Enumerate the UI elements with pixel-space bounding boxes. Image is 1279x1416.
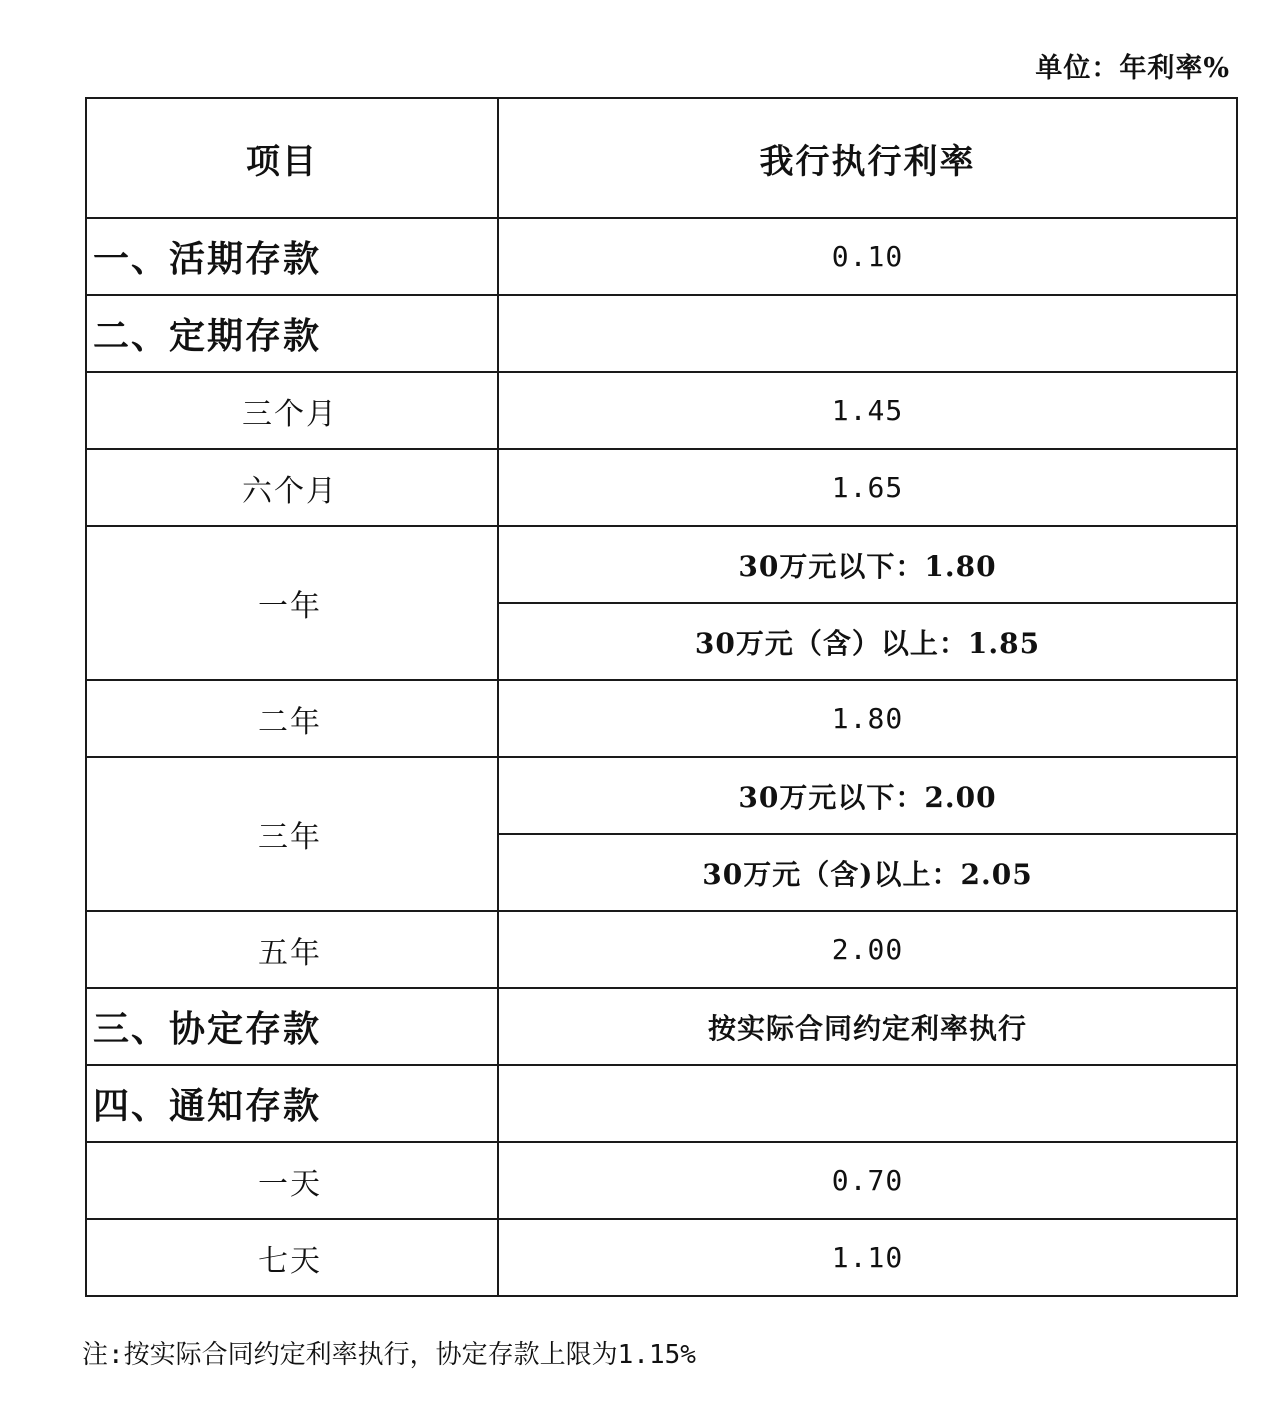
rate-notice-empty xyxy=(498,1065,1237,1142)
rate-1y-above: 30万元（含）以上：1.85 xyxy=(498,603,1237,680)
header-rate: 我行执行利率 xyxy=(498,98,1237,218)
row-label-3y: 三年 xyxy=(86,757,498,911)
rate-6m: 1.65 xyxy=(498,449,1237,526)
row-label-current: 一、活期存款 xyxy=(86,218,498,295)
rate-current: 0.10 xyxy=(498,218,1237,295)
rate-7d: 1.10 xyxy=(498,1219,1237,1296)
table-row xyxy=(86,1065,1237,1142)
table-header-row xyxy=(86,98,1237,218)
rate-3y-below: 30万元以下：2.00 xyxy=(498,757,1237,834)
table-row xyxy=(86,680,1237,757)
table-row xyxy=(86,1219,1237,1296)
unit-label: 单位：年利率% xyxy=(1035,53,1230,84)
header-item: 项目 xyxy=(86,98,498,218)
rate-fixed-empty xyxy=(498,295,1237,372)
table-row xyxy=(86,1142,1237,1219)
rate-1d: 0.70 xyxy=(498,1142,1237,1219)
row-label-agreement: 三、协定存款 xyxy=(86,988,498,1065)
rate-agreement: 按实际合同约定利率执行 xyxy=(498,988,1237,1065)
table-row xyxy=(86,757,1237,834)
rate-2y: 1.80 xyxy=(498,680,1237,757)
row-label-5y: 五年 xyxy=(86,911,498,988)
rate-5y: 2.00 xyxy=(498,911,1237,988)
row-label-1y: 一年 xyxy=(86,526,498,680)
row-label-notice: 四、通知存款 xyxy=(86,1065,498,1142)
table-row xyxy=(86,988,1237,1065)
table-row xyxy=(86,295,1237,372)
rate-3m: 1.45 xyxy=(498,372,1237,449)
row-label-1d: 一天 xyxy=(86,1142,498,1219)
row-label-2y: 二年 xyxy=(86,680,498,757)
row-label-6m: 六个月 xyxy=(86,449,498,526)
rate-1y-below: 30万元以下：1.80 xyxy=(498,526,1237,603)
table-row xyxy=(86,372,1237,449)
table-row xyxy=(86,218,1237,295)
rate-3y-above: 30万元（含)以上：2.05 xyxy=(498,834,1237,911)
table-row xyxy=(86,911,1237,988)
row-label-fixed: 二、定期存款 xyxy=(86,295,498,372)
footnote: 注:按实际合同约定利率执行，协定存款上限为1.15% xyxy=(82,1340,696,1370)
row-label-7d: 七天 xyxy=(86,1219,498,1296)
table-row xyxy=(86,449,1237,526)
table-row xyxy=(86,526,1237,603)
row-label-3m: 三个月 xyxy=(86,372,498,449)
rate-table xyxy=(85,97,1238,1297)
